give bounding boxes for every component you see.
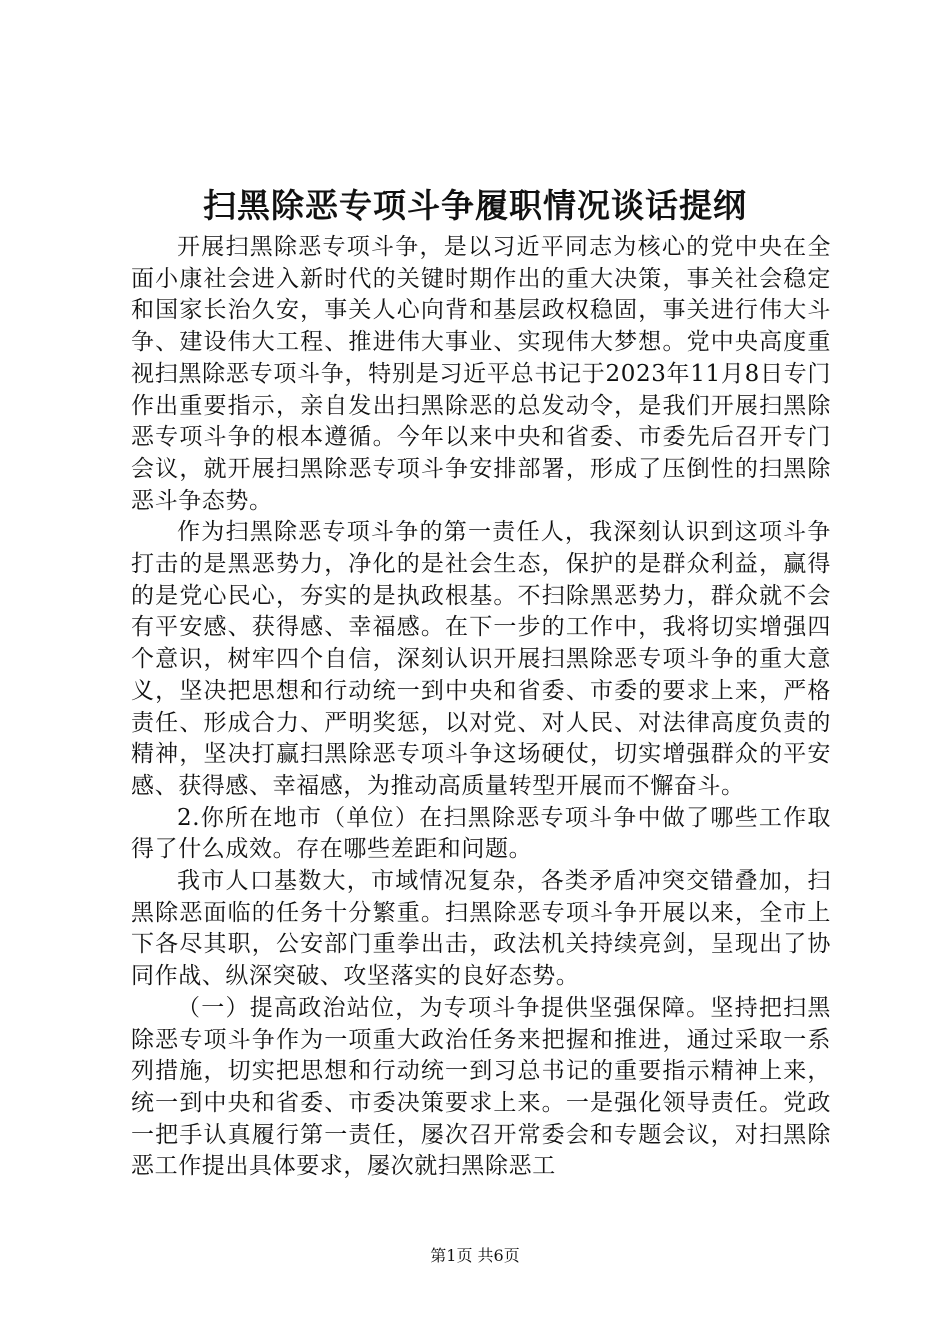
paragraph: 作为扫黑除恶专项斗争的第一责任人，我深刻认识到这项斗争打击的是黑恶势力，净化的是社会生态，保护的是群众利益，赢得的是党心民心，夯实的是执政根基。不扫除黑恶势力，群众就不会有平安感、获得感、幸福感。在下一步的工作中，我将切实增强四个意识，树牢四个自信，深刻认识开展扫黑除恶专项斗争的重大意义，坚决把思想和行动统一到中央和省委、市委的要求上来，严格责任、形成合力、严明奖惩，以对党、对人民、对法律高度负责的精神，坚决打赢扫黑除恶专项斗争这场硬仗，切实增强群众的平安感、获得感、幸福感，为推动高质量转型开展而不懈奋斗。 <box>131 519 831 799</box>
paragraph: 我市人口基数大，市域情况复杂，各类矛盾冲突交错叠加，扫黑除恶面临的任务十分繁重。扫黑除恶专项斗争开展以来，全市上下各尽其职，公安部门重拳出击，政法机关持续亮剑，呈现出了协同作战、纵深突破、攻坚落实的良好态势。 <box>131 868 831 990</box>
document-body <box>131 232 831 1183</box>
paragraph: 开展扫黑除恶专项斗争，是以习近平同志为核心的党中央在全面小康社会进入新时代的关键时期作出的重大决策，事关社会稳定和国家长治久安，事关人心向背和基层政权稳固，事关进行伟大斗争、建设伟大工程、推进伟大事业、实现伟大梦想。党中央高度重视扫黑除恶专项斗争，特别是习近平总书记于2023年11月8日专门作出重要指示，亲自发出扫黑除恶的总发动令，是我们开展扫黑除恶专项斗争的根本遵循。今年以来中央和省委、市委先后召开专门会议，就开展扫黑除恶专项斗争安排部署，形成了压倒性的扫黑除恶斗争态势。 <box>131 234 831 514</box>
page-number-footer: 第1页 共6页 <box>430 1246 520 1265</box>
document-title: 扫黑除恶专项斗争履职情况谈话提纲 <box>203 186 747 225</box>
paragraph: （一）提高政治站位，为专项斗争提供坚强保障。坚持把扫黑除恶专项斗争作为一项重大政治任务来把握和推进，通过采取一系列措施，切实把思想和行动统一到习总书记的重要指示精神上来，统一到中央和省委、市委决策要求上来。一是强化领导责任。党政一把手认真履行第一责任，屡次召开常委会和专题会议，对扫黑除恶工作提出具体要求，屡次就扫黑除恶工 <box>131 994 831 1180</box>
paragraph: 2.你所在地市（单位）在扫黑除恶专项斗争中做了哪些工作取得了什么成效。存在哪些差距和问题。 <box>131 804 831 863</box>
